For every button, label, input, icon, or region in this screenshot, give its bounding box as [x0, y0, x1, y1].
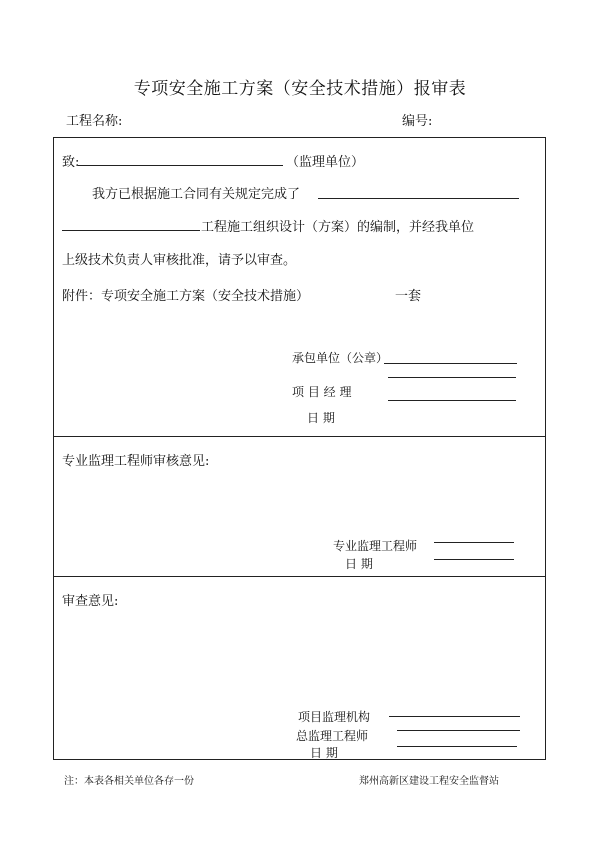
supervision-org-label: 项目监理机构: [298, 710, 371, 724]
engineer-label: 专业监理工程师: [333, 539, 418, 553]
form-title: 专项安全施工方案（安全技术措施）报审表: [133, 79, 467, 99]
chief-date-field[interactable]: [397, 746, 517, 747]
attachment-label: 附件：专项安全施工方案（安全技术措施）: [62, 289, 310, 304]
chief-engineer-label: 总监理工程师: [296, 729, 369, 743]
contractor-field[interactable]: [384, 363, 517, 364]
engineer-date-field[interactable]: [434, 559, 514, 560]
supervision-org-field[interactable]: [389, 716, 520, 717]
supervision-unit-label: （监理单位）: [286, 155, 365, 170]
completed-project-field[interactable]: [318, 198, 519, 199]
attachment-count: 一套: [395, 289, 422, 304]
section-divider-2: [53, 576, 546, 577]
paragraph-line-3: 上级技术负责人审核批准，请予以审查。: [62, 253, 297, 268]
date-label-3: 日 期: [310, 746, 338, 760]
number-label: 编号:: [402, 114, 433, 129]
section-divider-1: [53, 436, 546, 437]
engineer-field[interactable]: [434, 542, 514, 543]
contractor-extra-line[interactable]: [388, 377, 516, 378]
project-name-label: 工程名称:: [66, 114, 123, 129]
date-label-2: 日 期: [345, 557, 373, 571]
to-label: 致:: [62, 155, 80, 170]
contractor-label: 承包单位（公章）: [292, 351, 389, 365]
footer-issuer: 郑州高新区建设工程安全监督站: [359, 776, 499, 787]
review-opinion-heading: 审查意见:: [62, 594, 119, 609]
project-manager-field[interactable]: [388, 400, 516, 401]
supervision-unit-field[interactable]: [78, 165, 283, 166]
project-name-field[interactable]: [62, 230, 200, 231]
engineer-review-heading: 专业监理工程师审核意见:: [62, 454, 210, 469]
date-label-1: 日 期: [307, 411, 335, 425]
footer-note: 注：本表各相关单位各存一份: [64, 776, 194, 787]
chief-engineer-field[interactable]: [397, 730, 520, 731]
paragraph-line-1: 我方已根据施工合同有关规定完成了: [92, 187, 301, 202]
paragraph-line-2: 工程施工组织设计（方案）的编制，并经我单位: [201, 220, 475, 235]
project-manager-label: 项 目 经 理: [292, 385, 352, 399]
